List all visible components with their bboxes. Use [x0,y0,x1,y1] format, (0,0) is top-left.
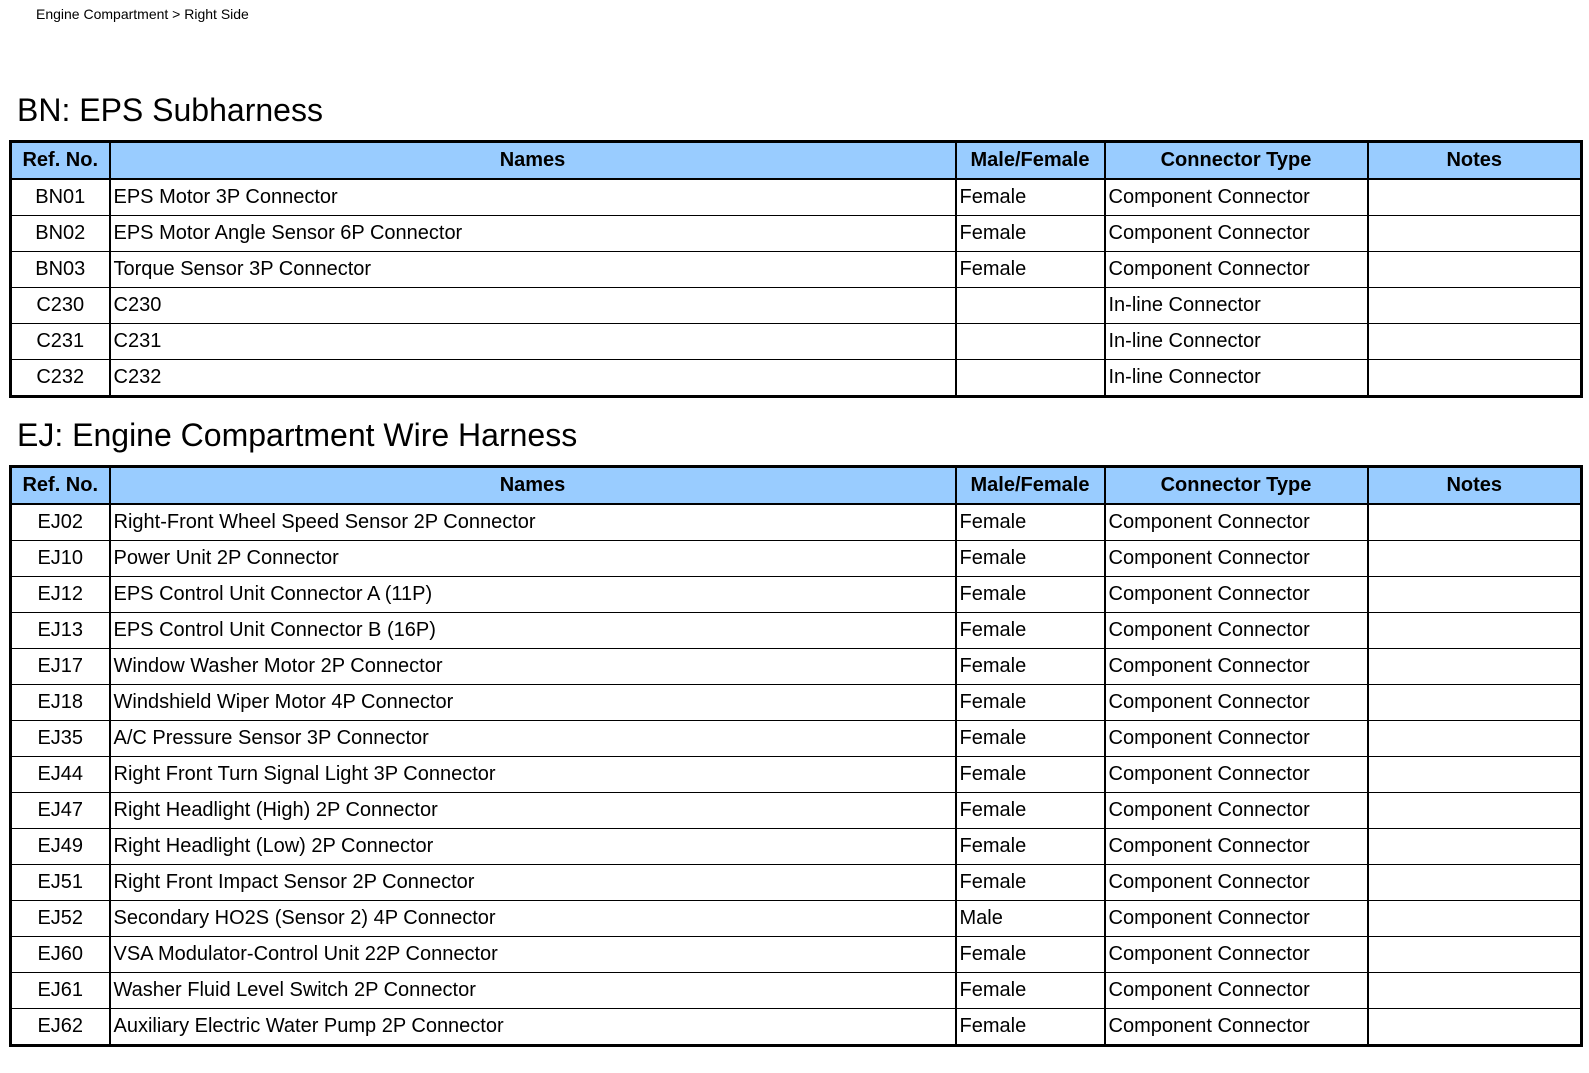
cell-male-female: Female [956,504,1105,541]
cell-male-female: Female [956,937,1105,973]
cell-name: Auxiliary Electric Water Pump 2P Connector [110,1009,956,1046]
cell-name: Right Headlight (Low) 2P Connector [110,829,956,865]
cell-male-female: Female [956,793,1105,829]
cell-male-female: Female [956,973,1105,1009]
cell-male-female: Female [956,577,1105,613]
header-connector-type: Connector Type [1105,142,1368,180]
cell-connector-type: Component Connector [1105,793,1368,829]
cell-connector-type: Component Connector [1105,973,1368,1009]
cell-ref-no: EJ61 [11,973,110,1009]
cell-connector-type: Component Connector [1105,179,1368,216]
cell-name: VSA Modulator-Control Unit 22P Connector [110,937,956,973]
cell-male-female: Female [956,865,1105,901]
table-row [11,721,1582,757]
header-connector-type: Connector Type [1105,467,1368,505]
table-row [11,179,1582,216]
cell-connector-type: Component Connector [1105,613,1368,649]
section-title-bn: BN: EPS Subharness [17,92,323,128]
cell-male-female [956,360,1105,397]
cell-name: Secondary HO2S (Sensor 2) 4P Connector [110,901,956,937]
cell-ref-no: EJ49 [11,829,110,865]
cell-ref-no: EJ10 [11,541,110,577]
cell-name: Right-Front Wheel Speed Sensor 2P Connector [110,504,956,541]
header-names: Names [110,467,956,505]
header-ref-no: Ref. No. [11,142,110,180]
cell-notes [1368,216,1582,252]
table-row [11,865,1582,901]
cell-male-female: Female [956,216,1105,252]
table-row [11,577,1582,613]
cell-ref-no: EJ44 [11,757,110,793]
cell-connector-type: Component Connector [1105,901,1368,937]
cell-connector-type: Component Connector [1105,865,1368,901]
cell-notes [1368,1009,1582,1046]
cell-male-female: Female [956,685,1105,721]
cell-notes [1368,252,1582,288]
cell-male-female: Female [956,613,1105,649]
cell-name: EPS Control Unit Connector A (11P) [110,577,956,613]
cell-connector-type: Component Connector [1105,504,1368,541]
cell-ref-no: EJ52 [11,901,110,937]
cell-ref-no: EJ35 [11,721,110,757]
cell-name: Right Headlight (High) 2P Connector [110,793,956,829]
table-row [11,541,1582,577]
cell-name: Power Unit 2P Connector [110,541,956,577]
cell-ref-no: EJ02 [11,504,110,541]
cell-connector-type: Component Connector [1105,937,1368,973]
cell-ref-no: EJ17 [11,649,110,685]
cell-connector-type: Component Connector [1105,649,1368,685]
breadcrumb: Engine Compartment > Right Side [36,6,249,22]
cell-connector-type: In-line Connector [1105,288,1368,324]
cell-ref-no: EJ60 [11,937,110,973]
cell-connector-type: Component Connector [1105,577,1368,613]
cell-ref-no: EJ51 [11,865,110,901]
cell-connector-type: In-line Connector [1105,324,1368,360]
cell-male-female [956,324,1105,360]
cell-notes [1368,613,1582,649]
table-row [11,685,1582,721]
cell-notes [1368,937,1582,973]
cell-name: EPS Motor 3P Connector [110,179,956,216]
cell-name: C230 [110,288,956,324]
cell-connector-type: Component Connector [1105,685,1368,721]
table-row [11,757,1582,793]
cell-notes [1368,541,1582,577]
cell-ref-no: EJ18 [11,685,110,721]
cell-ref-no: EJ13 [11,613,110,649]
cell-male-female: Female [956,1009,1105,1046]
table-row [11,937,1582,973]
cell-ref-no: BN01 [11,179,110,216]
cell-ref-no: C231 [11,324,110,360]
cell-male-female: Female [956,757,1105,793]
cell-name: Right Front Turn Signal Light 3P Connector [110,757,956,793]
table-header-row [11,467,1582,505]
cell-name: Window Washer Motor 2P Connector [110,649,956,685]
header-notes: Notes [1368,142,1582,180]
cell-notes [1368,685,1582,721]
cell-name: Torque Sensor 3P Connector [110,252,956,288]
cell-ref-no: C230 [11,288,110,324]
cell-connector-type: Component Connector [1105,829,1368,865]
table-row [11,360,1582,397]
cell-notes [1368,973,1582,1009]
cell-connector-type: Component Connector [1105,1009,1368,1046]
cell-male-female: Female [956,829,1105,865]
table-row [11,504,1582,541]
cell-connector-type: Component Connector [1105,541,1368,577]
cell-ref-no: BN03 [11,252,110,288]
cell-notes [1368,288,1582,324]
cell-male-female: Male [956,901,1105,937]
cell-notes [1368,721,1582,757]
cell-notes [1368,504,1582,541]
cell-ref-no: BN02 [11,216,110,252]
cell-male-female: Female [956,541,1105,577]
cell-notes [1368,757,1582,793]
cell-notes [1368,865,1582,901]
cell-ref-no: C232 [11,360,110,397]
cell-ref-no: EJ47 [11,793,110,829]
table-row [11,901,1582,937]
cell-male-female: Female [956,649,1105,685]
table-header-row [11,142,1582,180]
cell-name: C231 [110,324,956,360]
cell-male-female [956,288,1105,324]
table-row [11,288,1582,324]
table-row [11,216,1582,252]
cell-male-female: Female [956,721,1105,757]
table-row [11,324,1582,360]
cell-connector-type: Component Connector [1105,757,1368,793]
table-row [11,973,1582,1009]
cell-ref-no: EJ12 [11,577,110,613]
table-row [11,829,1582,865]
cell-connector-type: Component Connector [1105,216,1368,252]
cell-notes [1368,793,1582,829]
cell-name: Windshield Wiper Motor 4P Connector [110,685,956,721]
cell-name: EPS Control Unit Connector B (16P) [110,613,956,649]
cell-name: C232 [110,360,956,397]
cell-name: EPS Motor Angle Sensor 6P Connector [110,216,956,252]
table-row [11,613,1582,649]
cell-male-female: Female [956,179,1105,216]
table-row [11,252,1582,288]
cell-notes [1368,360,1582,397]
cell-connector-type: Component Connector [1105,721,1368,757]
table-row [11,1009,1582,1046]
header-ref-no: Ref. No. [11,467,110,505]
table-row [11,793,1582,829]
header-male-female: Male/Female [956,467,1105,505]
cell-name: Washer Fluid Level Switch 2P Connector [110,973,956,1009]
cell-male-female: Female [956,252,1105,288]
cell-connector-type: Component Connector [1105,252,1368,288]
cell-notes [1368,901,1582,937]
cell-name: Right Front Impact Sensor 2P Connector [110,865,956,901]
header-male-female: Male/Female [956,142,1105,180]
cell-ref-no: EJ62 [11,1009,110,1046]
table-row [11,649,1582,685]
cell-notes [1368,577,1582,613]
cell-notes [1368,649,1582,685]
ej-connector-table [9,465,1583,1047]
cell-name: A/C Pressure Sensor 3P Connector [110,721,956,757]
cell-notes [1368,829,1582,865]
cell-connector-type: In-line Connector [1105,360,1368,397]
header-notes: Notes [1368,467,1582,505]
section-title-ej: EJ: Engine Compartment Wire Harness [17,417,578,453]
bn-connector-table [9,140,1583,398]
cell-notes [1368,324,1582,360]
cell-notes [1368,179,1582,216]
header-names: Names [110,142,956,180]
